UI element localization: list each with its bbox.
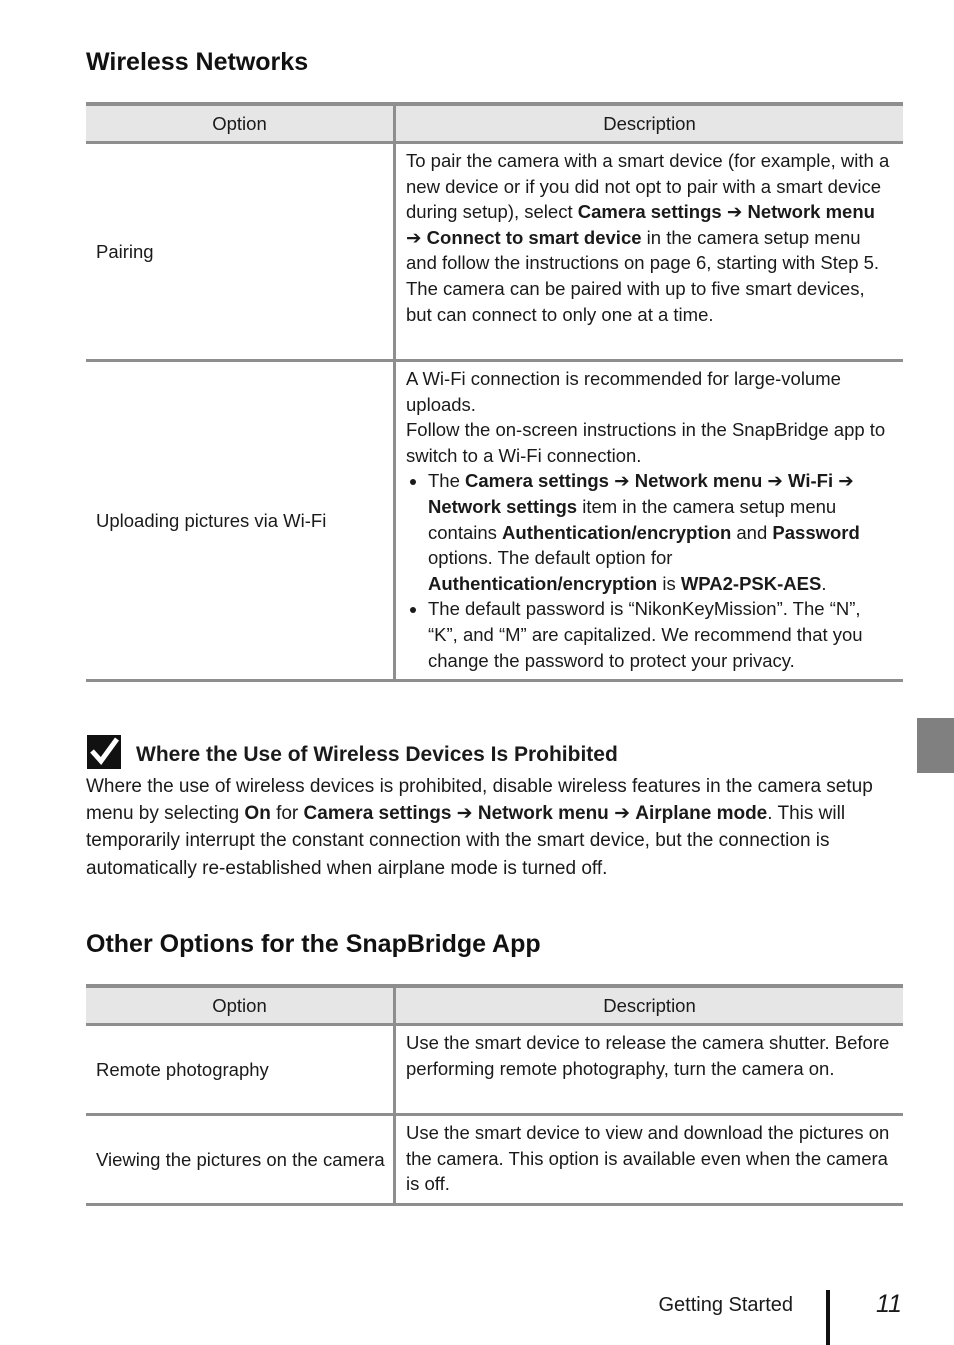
table-header-row <box>86 986 903 1025</box>
text: in the camera setup menu and follow the instructions on page 6, starting with Step 5. <box>406 226 880 274</box>
note-header <box>86 732 618 772</box>
footer-section-label: Getting Started <box>658 1294 793 1316</box>
menu-path: Network menu <box>747 201 875 223</box>
arrow-icon: ➔ <box>838 470 854 492</box>
arrow-icon: ➔ <box>614 470 630 492</box>
menu-path: Connect to smart device <box>426 226 642 248</box>
list-item: • The Camera settings ➔ Network menu ➔ Wi-Fi ➔ Network settings item in the camera setup menu contains Authentication/encryption and Password options. The default option for Authentication/encryption is WPA2-PSK-AES. <box>428 468 893 596</box>
table-row <box>86 1115 903 1205</box>
table-row <box>86 143 903 361</box>
text: The camera can be paired with up to five smart devices, but can connect to only one at a time. <box>406 277 865 325</box>
section-heading-wireless-networks: Wireless Networks <box>86 48 309 76</box>
description-cell: Use the smart device to release the camera shutter. Before performing remote photography, turn the camera on. <box>395 1025 904 1115</box>
chapter-tab-marker <box>917 718 954 773</box>
table-header-row <box>86 104 903 143</box>
description-cell: Use the smart device to view and download the pictures on the camera. This option is available even when the camera is off. <box>395 1115 904 1205</box>
option-cell: Remote photography <box>86 1025 395 1115</box>
wireless-networks-table <box>86 102 903 682</box>
page-number: 11 <box>876 1290 902 1318</box>
footer-divider <box>826 1290 830 1345</box>
list-item: • The default password is “NikonKeyMission”. The “N”, “K”, and “M” are capitalized. We recommend that you change the password to protect your privacy. <box>428 596 893 673</box>
text: A Wi-Fi connection is recommended for large-volume uploads. <box>406 368 841 415</box>
arrow-icon: ➔ <box>767 470 783 492</box>
note-body: Where the use of wireless devices is prohibited, disable wireless features in the camera setup menu by selecting On for Camera settings ➔ Network menu ➔ Airplane mode. This will temporarily interrupt the constant connection with the smart device, but the connection is automatically re-established when airplane mode is turned off. <box>86 776 873 879</box>
arrow-icon: ➔ <box>456 803 473 825</box>
note-title: Where the Use of Wireless Devices Is Prohibited <box>136 743 618 766</box>
check-mark-icon <box>86 734 122 770</box>
text: To pair the camera with a smart device (for example, with a new device or if you did not opt to pair with a smart device during setup), select <box>406 150 890 223</box>
arrow-icon: ➔ <box>726 201 743 223</box>
arrow-icon: ➔ <box>614 803 630 825</box>
option-cell: Uploading pictures via Wi-Fi <box>86 361 395 681</box>
column-header-description: Description <box>395 986 904 1025</box>
arrow-icon: ➔ <box>406 226 422 248</box>
option-cell: Pairing <box>86 143 395 361</box>
table-row <box>86 361 903 681</box>
description-cell <box>395 361 904 681</box>
column-header-description: Description <box>395 104 904 143</box>
menu-path: Camera settings <box>577 201 722 223</box>
column-header-option: Option <box>86 104 395 143</box>
section-heading-other-options: Other Options for the SnapBridge App <box>86 930 541 958</box>
text: Follow the on-screen instructions in the SnapBridge app to switch to a Wi-Fi connection. <box>406 419 886 466</box>
bullet-list <box>406 468 893 673</box>
snapbridge-options-table <box>86 984 903 1206</box>
table-row <box>86 1025 903 1115</box>
description-cell <box>395 143 904 361</box>
column-header-option: Option <box>86 986 395 1025</box>
option-cell: Viewing the pictures on the camera <box>86 1115 395 1205</box>
